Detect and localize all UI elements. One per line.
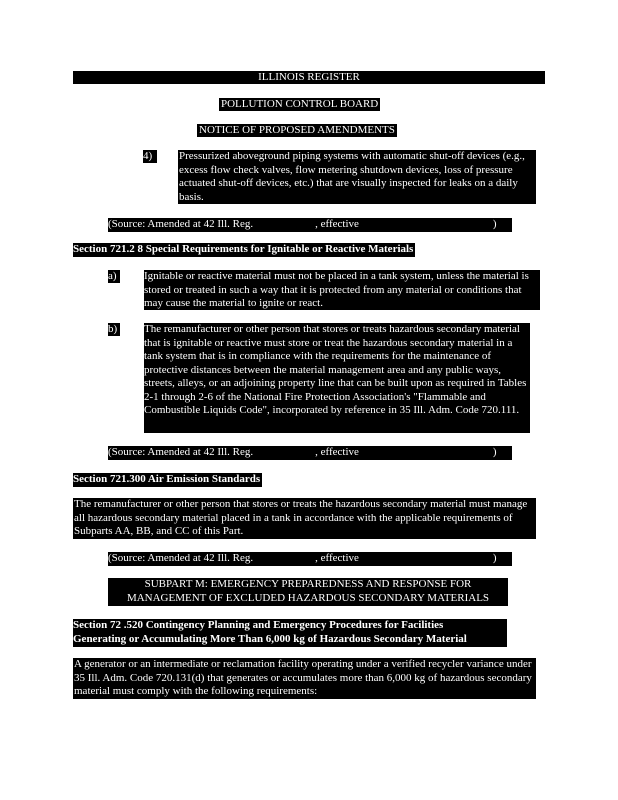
item-a-text: Ignitable or reactive material must not be placed in a tank system, unless the material is stored or treated in such a way that it is protected from any material or conditions that may cause the material to ignite or react. [144, 270, 540, 310]
source-close: ) [492, 446, 497, 458]
notice-title: NOTICE OF PROPOSED AMENDMENTS [199, 124, 395, 136]
subpart-line-2: MANAGEMENT OF EXCLUDED HAZARDOUS SECONDARY MATERIALS [126, 591, 490, 604]
source-prefix: (Source: Amended at 42 Ill. Reg. [108, 446, 254, 458]
source-close: ) [492, 218, 497, 230]
item-b-number: b) [108, 323, 120, 336]
source-prefix: (Source: Amended at 42 Ill. Reg. [108, 218, 254, 230]
register-title: ILLINOIS REGISTER [73, 71, 545, 83]
section-721-300-title: Section 721.300 Air Emission Standards [73, 473, 261, 485]
source-note-2 [108, 446, 512, 460]
section-721-28-title: Section 721.2 8 Special Requirements for Ignitable or Reactive Materials [73, 243, 414, 255]
item4-number: 4) [143, 150, 157, 163]
section-720-520-title [73, 619, 507, 647]
subpart-m-title [108, 578, 508, 606]
source-note-1 [108, 218, 512, 232]
source-note-3 [108, 552, 512, 566]
source-effective: , effective [315, 218, 359, 230]
source-close: ) [492, 552, 497, 564]
section-721-300-text: The remanufacturer or other person that stores or treats the hazardous secondary material must manage all hazardous secondary material placed in a tank in accordance with the applicable requirements of Subparts AA, BB, and CC of this Part. [73, 498, 536, 539]
item4-text: Pressurized aboveground piping systems with automatic shut-off devices (e.g., excess flow check valves, flow metering shutdown devices, loss of pressure actuated shut-off devices, etc.) that are visually inspected for leaks on a daily basis. [178, 150, 536, 204]
source-effective: , effective [315, 552, 359, 564]
subpart-line-1: SUBPART M: EMERGENCY PREPAREDNESS AND RESPONSE FOR [144, 578, 472, 590]
item-a-number: a) [108, 270, 120, 283]
source-prefix: (Source: Amended at 42 Ill. Reg. [108, 552, 254, 564]
item-b-text: The remanufacturer or other person that stores or treats hazardous secondary material that is ignitable or reactive must store or treat the hazardous secondary material in a tank system that is in compliance with the requirements for the maintenance of protective distances between the material management area and any public ways, streets, alleys, or an adjoining property line that can be built upon as required in Tables 2-1 through 2-6 of the National Fire Protection Association's "Flammable and Combustible Liquids Code", incorporated by reference in 35 Ill. Adm. Code 720.111. [144, 323, 530, 433]
section-title-line-1: Section 72 .520 Contingency Planning and Emergency Procedures for Facilities [73, 619, 444, 631]
section-title-line-2: Generating or Accumulating More Than 6,000 kg of Hazardous Secondary Material [73, 632, 467, 645]
board-title: POLLUTION CONTROL BOARD [221, 98, 379, 110]
section-720-520-text: A generator or an intermediate or reclamation facility operating under a verified recycler variance under 35 Ill. Adm. Code 720.131(d) that generates or accumulates more than 6,000 kg of hazardous secondary material must comply with the following requirements: [73, 658, 536, 699]
source-effective: , effective [315, 446, 359, 458]
